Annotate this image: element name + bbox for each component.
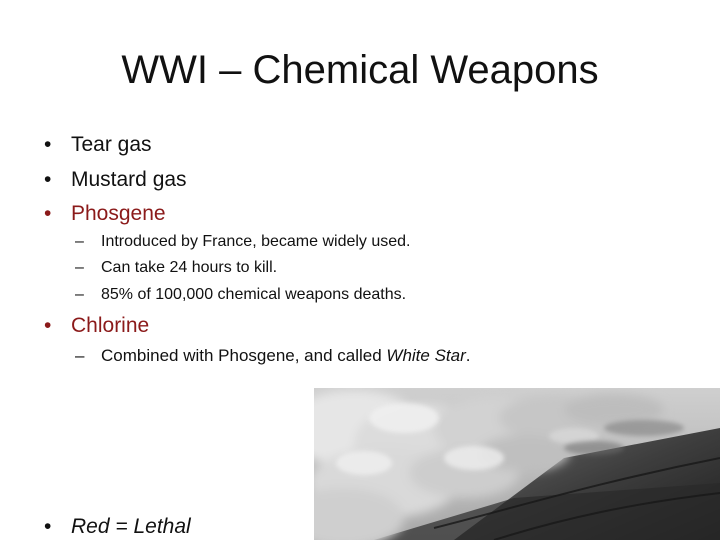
bullet-tear-gas (44, 132, 152, 158)
bullet-mustard-gas (44, 167, 187, 193)
dash-marker: – (75, 259, 84, 276)
phosgene-point-text: Can take 24 hours to kill. (101, 259, 278, 276)
gas-attack-photo (314, 388, 720, 540)
bullet-marker: • (44, 314, 52, 337)
bullet-marker: • (44, 202, 52, 225)
bullet-label: Phosgene (71, 202, 166, 225)
bullet-label: Chlorine (71, 314, 150, 337)
chlorine-point-emph: White Star (386, 346, 466, 365)
bullet-marker: • (44, 168, 52, 191)
legend-label: Red = Lethal (71, 515, 191, 538)
dash-marker: – (75, 286, 84, 303)
bullet-phosgene (44, 201, 166, 227)
bullet-marker: • (44, 515, 52, 538)
phosgene-point (75, 257, 277, 279)
phosgene-point (75, 231, 411, 253)
chlorine-point (75, 345, 471, 367)
phosgene-point-text: Introduced by France, became widely used. (101, 233, 411, 250)
dash-marker: – (75, 233, 84, 250)
slide-title: WWI – Chemical Weapons (121, 48, 599, 92)
phosgene-point-text: 85% of 100,000 chemical weapons deaths. (101, 286, 407, 303)
bullet-label: Tear gas (71, 133, 152, 156)
bullet-marker: • (44, 133, 52, 156)
bullet-label: Mustard gas (71, 168, 187, 191)
chlorine-point-prefix: Combined with Phosgene, and called (101, 346, 387, 365)
bullet-legend (44, 514, 191, 540)
dash-marker: – (75, 346, 85, 365)
chlorine-point-suffix: . (465, 346, 471, 365)
bullet-chlorine (44, 313, 149, 339)
phosgene-point (75, 284, 406, 306)
